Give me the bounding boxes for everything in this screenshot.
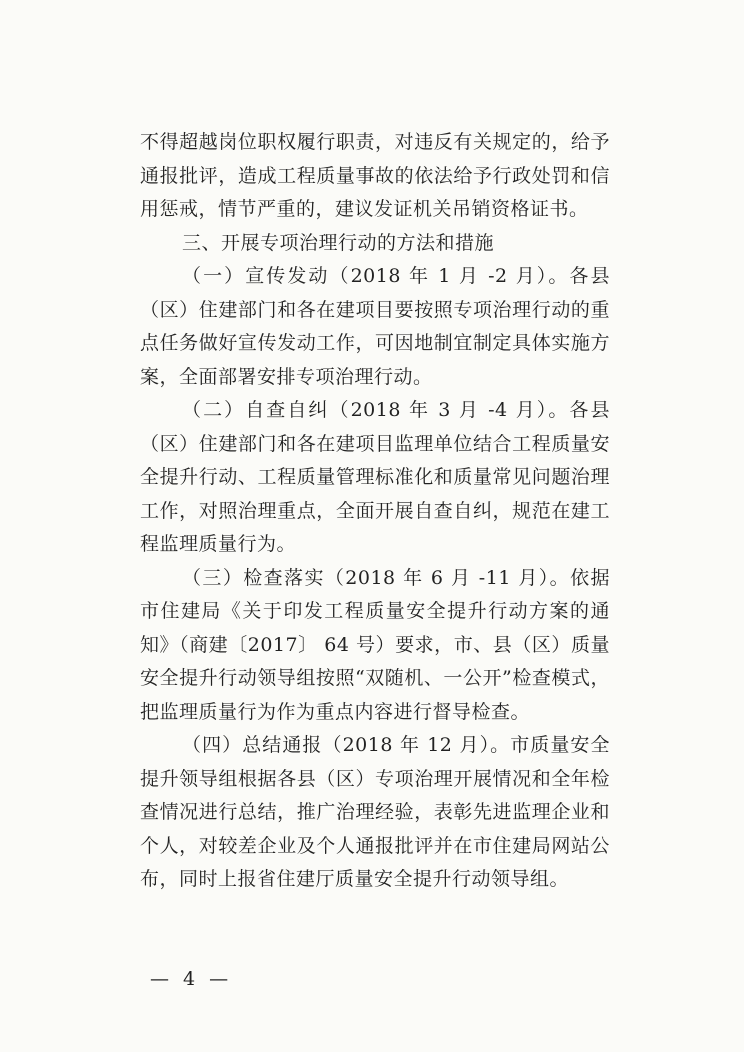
section-1-paragraph: （一）宣传发动（2018 年 1 月 -2 月）。各县（区）住建部门和各在建项目要按照专项治理行动的重点任务做好宣传发动工作，可因地制宜制定具体实施方案，全面部署安排专项治理行动。	[140, 265, 610, 388]
section-2-paragraph: （二）自查自纠（2018 年 3 月 -4 月）。各县（区）住建部门和各在建项目监理单位结合工程质量安全提升行动、工程质量管理标准化和质量常见问题治理工作，对照治理重点，全面开展自查自纠，规范在建工程监理质量行为。	[140, 399, 610, 555]
section-3-paragraph: （三）检查落实（2018 年 6 月 -11 月）。依据市住建局《关于印发工程质量安全提升行动方案的通知》（商建〔2017〕 64 号）要求，市、县（区）质量安全提升行动领导组按照“双随机、一公开”检查模式，把监理质量行为作为重点内容进行督导检查。	[140, 566, 610, 723]
section-4-paragraph: （四）总结通报（2018 年 12 月）。市质量安全提升领导组根据各县（区）专项治理开展情况和全年检查情况进行总结，推广治理经验，表彰先进监理企业和个人，对较差企业及个人通报批评并在市住建局网站公布，同时上报省住建厅质量安全提升行动领导组。	[140, 734, 610, 890]
page-number: — 4 —	[150, 968, 233, 990]
document-body	[140, 126, 610, 897]
section-heading: 三、开展专项治理行动的方法和措施	[182, 231, 495, 254]
paragraph-continued: 不得超越岗位职权履行职责，对违反有关规定的，给予通报批评，造成工程质量事故的依法给予行政处罚和信用惩戒，情节严重的，建议发证机关吊销资格证书。	[140, 131, 610, 220]
